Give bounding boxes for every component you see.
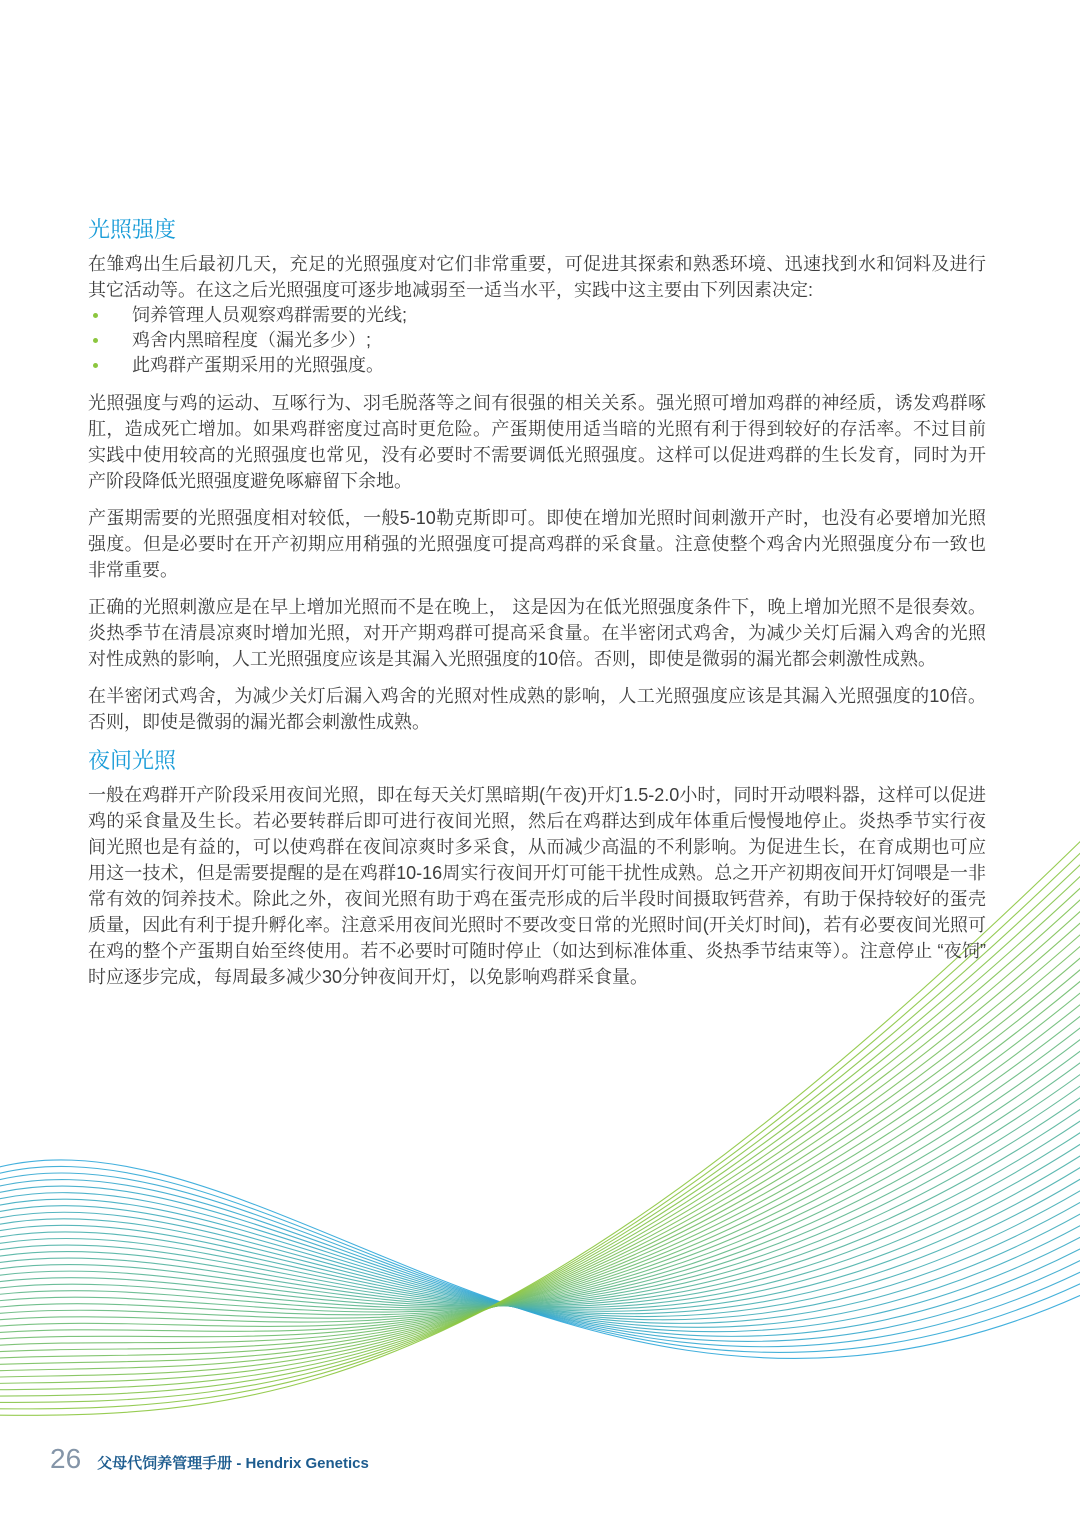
paragraph: 光照强度与鸡的运动、互啄行为、羽毛脱落等之间有很强的相关关系。强光照可增加鸡群的神经质，诱发鸡群啄肛，造成死亡增加。如果鸡群密度过高时更危险。产蛋期使用适当暗的光照有利于得到较好的存活率。不过目前实践中使用较高的光照强度也常见，没有必要时不需要调低光照强度。这样可以促进鸡群的生长发育，同时为开产阶段降低光照强度避免啄癖留下余地。 bbox=[88, 393, 986, 491]
paragraph: 在雏鸡出生后最初几天，充足的光照强度对它们非常重要，可促进其探索和熟悉环境、迅速找到水和饲料及进行其它活动等。在这之后光照强度可逐步地减弱至一适当水平，实践中这主要由下列因素决定: bbox=[88, 254, 986, 300]
list-item bbox=[88, 303, 986, 328]
page-number: 26 bbox=[50, 1443, 82, 1474]
page-footer bbox=[50, 1443, 369, 1475]
paragraph: 在半密闭式鸡舍，为减少关灯后漏入鸡舍的光照对性成熟的影响，人工光照强度应该是其漏入光照强度的10倍。否则，即使是微弱的漏光都会刺激性成熟。 bbox=[88, 686, 986, 732]
list-item-text: 鸡舍内黑暗程度（漏光多少）; bbox=[132, 330, 371, 350]
section-title-light-intensity: 光照强度 bbox=[88, 217, 177, 242]
list-item-text: 饲养管理人员观察鸡群需要的光线; bbox=[132, 305, 407, 325]
bullet-icon bbox=[93, 313, 98, 318]
section-title-night-lighting: 夜间光照 bbox=[88, 748, 177, 773]
footer-title: 父母代饲养管理手册 - Hendrix Genetics bbox=[97, 1455, 369, 1472]
page-content bbox=[88, 216, 986, 1001]
paragraph: 正确的光照刺激应是在早上增加光照而不是在晚上， 这是因为在低光照强度条件下，晚上增加光照不是很奏效。炎热季节在清晨凉爽时增加光照，对开产期鸡群可提高采食量。在半密闭式鸡舍，为减少关灯后漏入鸡舍的光照对性成熟的影响，人工光照强度应该是其漏入光照强度的10倍。否则，即使是微弱的漏光都会刺激性成熟。 bbox=[88, 597, 986, 669]
bullet-icon bbox=[93, 363, 98, 368]
paragraph: 产蛋期需要的光照强度相对较低，一般5-10勒克斯即可。即使在增加光照时间刺激开产时，也没有必要增加光照强度。但是必要时在开产初期应用稍强的光照强度可提高鸡群的采食量。注意使整个鸡舍内光照强度分布一致也非常重要。 bbox=[88, 508, 986, 580]
bullet-icon bbox=[93, 338, 98, 343]
factor-list bbox=[88, 303, 986, 378]
list-item-text: 此鸡群产蛋期采用的光照强度。 bbox=[132, 355, 384, 375]
paragraph: 一般在鸡群开产阶段采用夜间光照，即在每天关灯黑暗期(午夜)开灯1.5-2.0小时，同时开动喂料器，这样可以促进鸡的采食量及生长。若必要转群后即可进行夜间光照，然后在鸡群达到成年体重后慢慢地停止。炎热季节实行夜间光照也是有益的，可以使鸡群在夜间凉爽时多采食，从而减少高温的不利影响。为促进生长，在育成期也可应用这一技术，但是需要提醒的是在鸡群10-16周实行夜间开灯可能干扰性成熟。总之开产初期夜间开灯饲喂是一非常有效的饲养技术。除此之外，夜间光照有助于鸡在蛋壳形成的后半段时间摄取钙营养，有助于保持较好的蛋壳质量，因此有利于提升孵化率。注意采用夜间光照时不要改变日常的光照时间(开关灯时间)，若有必要夜间光照可在鸡的整个产蛋期自始至终使用。若不必要时可随时停止（如达到标准体重、炎热季节结束等）。注意停止 “夜饲” 时应逐步完成，每周最多减少30分钟夜间开灯，以免影响鸡群采食量。 bbox=[88, 785, 986, 987]
list-item bbox=[88, 328, 986, 353]
list-item bbox=[88, 353, 986, 378]
